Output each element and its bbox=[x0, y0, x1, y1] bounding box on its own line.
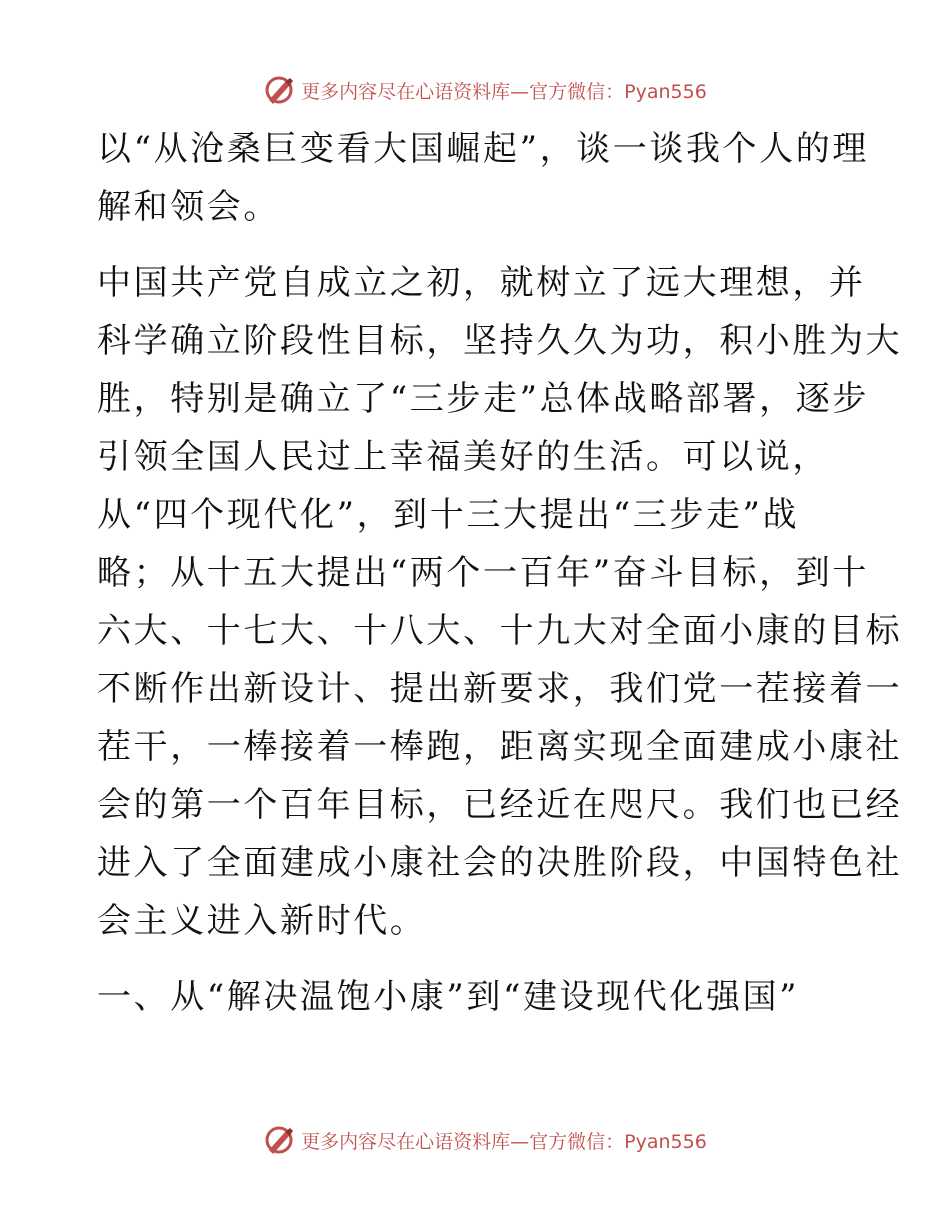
intro-line: 以“从沧桑巨变看大国崛起”，谈一谈我个人的理 bbox=[97, 129, 869, 169]
paragraph-line: 不断作出新设计、提出新要求，我们党一茬接着一 bbox=[97, 669, 903, 709]
paragraph-line: 会主义进入新时代。 bbox=[97, 901, 427, 941]
watermark-text: 更多内容尽在心语资料库—官方微信：Pyan556 bbox=[301, 1130, 707, 1153]
paragraph-line: 进入了全面建成小康社会的决胜阶段，中国特色社 bbox=[97, 843, 903, 883]
paragraph-line: 从“四个现代化”，到十三大提出“三步走”战 bbox=[97, 495, 800, 535]
paragraph-line: 中国共产党自成立之初，就树立了远大理想，并 bbox=[97, 263, 866, 303]
watermark-group bbox=[263, 74, 707, 106]
footer-watermark bbox=[0, 1120, 950, 1160]
intro-line: 解和领会。 bbox=[97, 187, 280, 227]
paragraph-line: 六大、十七大、十八大、十九大对全面小康的目标 bbox=[97, 611, 903, 651]
paragraph-line: 胜，特别是确立了“三步走”总体战略部署，逐步 bbox=[97, 379, 869, 419]
document-body bbox=[97, 120, 903, 1026]
header-watermark bbox=[0, 70, 950, 110]
section-heading: 一、从“解决温饱小康”到“建设现代化强国” bbox=[97, 977, 800, 1017]
pen-logo-icon bbox=[263, 74, 295, 106]
watermark-group bbox=[263, 1124, 707, 1156]
pen-logo-icon bbox=[263, 1124, 295, 1156]
watermark-text: 更多内容尽在心语资料库—官方微信：Pyan556 bbox=[301, 80, 707, 103]
paragraph-line: 会的第一个百年目标，已经近在咫尺。我们也已经 bbox=[97, 785, 903, 825]
paragraph-line: 引领全国人民过上幸福美好的生活。可以说， bbox=[97, 437, 829, 477]
paragraph-line: 茬干，一棒接着一棒跑，距离实现全面建成小康社 bbox=[97, 727, 903, 767]
paragraph-line: 略；从十五大提出“两个一百年”奋斗目标，到十 bbox=[97, 553, 869, 593]
paragraph-line: 科学确立阶段性目标，坚持久久为功，积小胜为大 bbox=[97, 321, 903, 361]
